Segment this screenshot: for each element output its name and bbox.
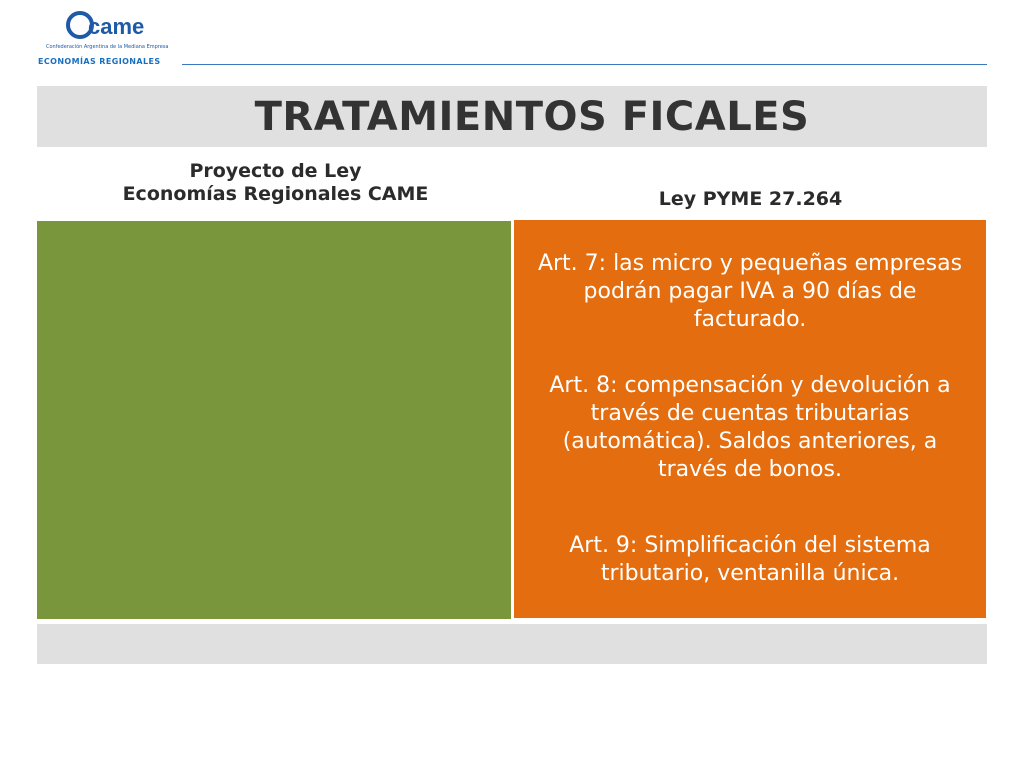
logo-brand-text: came <box>88 14 145 39</box>
right-column-heading: Ley PYME 27.264 <box>658 188 843 210</box>
title-band <box>37 86 987 147</box>
left-column-heading <box>37 160 514 206</box>
left-heading-line2: Economías Regionales CAME <box>122 183 429 205</box>
logo-subtitle: Confederación Argentina de la Mediana Empresa <box>46 44 169 50</box>
article-8-text: Art. 8: compensación y devolución a través de cuentas tributarias (automática). Saldos anteriores, a través de bonos. <box>549 373 951 482</box>
left-heading-line1: Proyecto de Ley <box>189 160 362 182</box>
slide-title: TRATAMIENTOS FICALES <box>254 93 810 140</box>
came-logo-icon <box>66 10 145 40</box>
footer-band <box>37 624 987 664</box>
article-9-text: Art. 9: Simplificación del sistema tributario, ventanilla única. <box>569 533 931 586</box>
right-panel <box>514 220 986 618</box>
came-logo <box>36 4 169 70</box>
article-7-text: Art. 7: las micro y pequeñas empresas podrán pagar IVA a 90 días de facturado. <box>537 251 963 332</box>
header-divider <box>182 64 987 65</box>
left-panel <box>37 220 511 619</box>
logo-region-label: ECONOMÍAS REGIONALES <box>38 57 161 66</box>
